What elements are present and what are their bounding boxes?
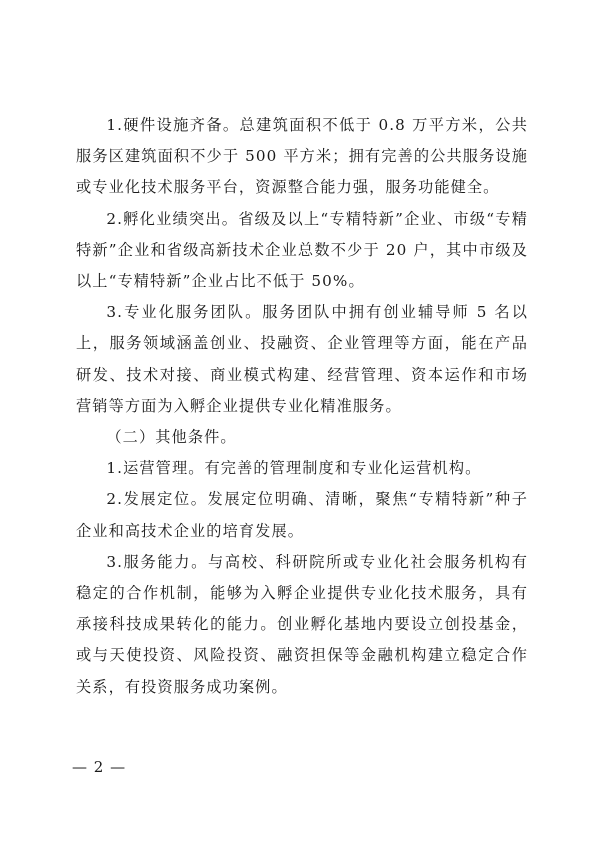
paragraph-incubation-performance: 2.孵化业绩突出。省级及以上“专精特新”企业、市级“专精特新”企业和省级高新技术企业总数不少于 20 户，其中市级及以上“专精特新”企业占比不低于 50%。 xyxy=(76,209,528,291)
page-number: — 2 — xyxy=(72,758,127,776)
paragraph-operation-management: 1.运营管理。有完善的管理制度和专业化运营机构。 xyxy=(106,459,482,478)
paragraph-development-positioning: 2.发展定位。发展定位明确、清晰，聚焦“专精特新”种子企业和高技术企业的培育发展。 xyxy=(76,490,528,540)
section-heading-other-conditions: （二）其他条件。 xyxy=(106,428,237,447)
paragraph-hardware-facilities: 1.硬件设施齐备。总建筑面积不低于 0.8 万平方米，公共服务区建筑面积不少于 500 平方米；拥有完善的公共服务设施或专业化技术服务平台，资源整合能力强，服务功能健全。 xyxy=(76,116,528,197)
document-body xyxy=(76,110,528,703)
paragraph-professional-team: 3.专业化服务团队。服务团队中拥有创业辅导师 5 名以上，服务领域涵盖创业、投融资、企业管理等方面，能在产品研发、技术对接、商业模式构建、经营管理、资本运作和市场营销等方面为入孵企业提供专业化精准服务。 xyxy=(76,303,528,415)
paragraph-service-capability: 3.服务能力。与高校、科研院所或专业化社会服务机构有稳定的合作机制，能够为入孵企业提供专业化技术服务，具有承接科技成果转化的能力。创业孵化基地内要设立创投基金，或与天使投资、风险投资、融资担保等金融机构建立稳定合作关系，有投资服务成功案例。 xyxy=(76,552,528,696)
